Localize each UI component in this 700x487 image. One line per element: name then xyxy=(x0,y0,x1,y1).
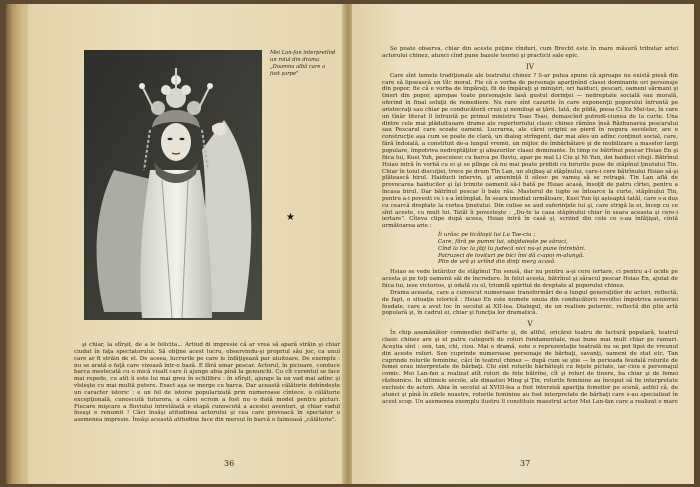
paragraph: În chip asemănător commediei dell'arte şi, de altfel, oricărei teatru de factură populară, teatrul clasic chinez are şi el patru categorii de roluri fundamentale, mai bune mai mult chiar pe ramuri. Aceştia sînt : sen, tan, chi, ciou. Mai o dramă, este o reprezentaţie teatrală nu se pot lipsi de vreunul din aceste roluri. Sen cuprinde numeroase personaje de bărbaţi, savanţi, oameni de stat etc. Tan cuprinde rolurile feminine, căci în teatrul chinez — după cum se ştie — în perioada feudală rolurile de femei erau interpretate de bărbaţi. Chi sînt rolurile bărbăteşti cu feţele pictate, iar ciou e personajul comic. Mei Lan-fan a realizat atît roluri de fete bătrîne, cît şi roluri de tinere, ba chiar şi de femei războinice. În ultimele secole, ale dinastiei Ming şi Ţin, rolurile feminine au început să fie interpretate exclusiv de actori. Abia în secolul al XVIII-lea a fost interzisă apariţia femeilor pe scenă, astfel că, de atunci şi pînă în zilele noastre, rolurile feminine au fost interpretate de bărbaţi care s-au specializat în acest scop. Un asemenea exemplu ilustru îl constituie maestrul actor Mei Lan-fan care a realizat o mare xyxy=(382,330,678,405)
page-number-right: 37 xyxy=(520,459,531,468)
verse-line: Îi urăsc pe ticăloşii lui Lu Tse-ciu ; xyxy=(438,232,536,239)
right-page xyxy=(352,4,694,484)
paragraph: Care sînt temele tradiţionale ale teatrului chinez ? S-ar putea spune că aproape nu există piesă din care să lipsească un tîlc moral. Fie că e vorba de personaje aparţinînd clasei dominante ori personaje din popor, fie că e vorba de împăraţi, fii de împăraţi şi miniştri, ori haiduci, pescari, oameni sărmani şi tineri din popor, apropae toate personajele lasă gustul dorinţei — nedreptate socială sau morală, oferind în final soluţii de remediere. Nu rare sînt cazurile în care exponenţii poporului înfruntă pe aristocraţi sau chiar pe conducătorii cruzi şi nemiloşi ai ţării. Iată, de pildă, piesa Ci Xu Mei-tse, în care un tînăr literat îl înfruntă pe primul ministru Tsao Tsao, demascînd putredi-ciunea de la curte. Una dintre cele mai plăduituoare drame ale repertoriului clasic chinez rămîne însă Răzbunarea pescarului sau Pescarul care scoate oameni. Lucrarea, ale cărei origini se pierd în negura secolelor, are o construcţie aşa cum se poate de clară, un dialog strîngent, dar mai ales un adînc conţinut social, care, fără îndoială, a constituit de-a lungul vremii, un mijloc de îmbărbătare şi de mobilizare a maselor largi populare, împotriva nedreptăţilor şi abuzurilor clasei dominante. În timp ce bătrînul pescar Hsiao En şi fiica lui, Kuei Yuh, pescuiesc cu barca pe fluviu, apar pe mal Li Ciu şi Ni Yun, doi haiduci viteji. Bătrînul Hsiao intră în vorbă cu ei şi se plînge că nu mai poate prididi cu birurile puse de stăpînul ţinutului Tin. Chiar în toiul discuţiei, trece pe drum Tin Lan, un slujbaş al stăpînului, care-i cere bătrînului Hsiao să-şi plătească birul. Haiducii intervin, şi amenință îi silesc pe vameş să se retragă. Tin Lan află de provocarea haiducilor şi îşi trimite oamenii să-l bată pe Hsiao acasă, însoţit de patru cîrtei, pentru a încasa birul. Dar bătrînul pescar îi bate rău. Masterul de lupte se întoarce la curte, stăpînului Tin, pentru a-i povesti ce i s-a întîmplat. În seara imediat următoare, Kuei Yun îşi așteaptă tatăl, care s-a dus cu cearcă dreptate la curtea ţinutului. Din culise se aud suferinţele lui şi, care strigă la ei, încep cu ce sînt aceste, cu mult lui. Tatăl îi povesteşte : „Du-te la casa stăpînului chiar în seara aceasta şi cere-i iertare". Cîteva clipe după aceea, Hsiao intră în casă şi, scriind din cele ce s-au înfăţişat, cîntă următoarea arie : xyxy=(382,72,678,230)
verse-line: Cînd la loc la jăţi lu judecă nici nu-şi pune întrebări. xyxy=(438,245,586,252)
section-heading-v: V xyxy=(527,320,533,329)
verse-line: Care, fără pe pumni lui, obijduiește pe săraci, xyxy=(438,238,568,245)
paragraph: Drama aceasta, care a cunoscut numeroase transformări de-a lungul generaţiilor de actori, reflectă, de fapt, o situaţie istorică : Hsiao En este numele unuia din conducătorii revoltei împotriva senioriei feudale, care a avut loc în secolul al XII-lea. Dialogul, de un realism puternic, reflectă din plin artă populară şi, în cadrul ei, chiar şi funcţia lor dramatică. xyxy=(382,289,678,317)
verse-line: Patruzeci de lovituri pe bici îmi dă c-apoi m-alungă. xyxy=(438,252,585,259)
actor-illustration xyxy=(84,50,262,320)
photo-caption: Mei Lan-fan interpretînd un rolul din drama „Doamna albă care a fost şarpe" xyxy=(270,50,336,77)
book-spread xyxy=(6,4,694,484)
paragraph: Hsiao se vede întăritor de stăpînul Tin sensă, dar nu pentru a-şi cere iertare, ci pentru a-l ucide pe acesta şi pe toţi oamenii săi de încredere. În felul acesta, bătrînul şi săracul pescar Hsiao En, ajutat de fiica lui, iese victorios, şi odată cu el, triumfă spiritul de dreptate al poporului chinez. xyxy=(382,269,678,289)
book-cover-edge xyxy=(6,4,28,484)
right-body-text xyxy=(382,46,678,406)
left-body-text xyxy=(74,342,340,424)
paragraph: Se poate observa, chiar din aceste puţine rînduri, cum Brecht este în mare măsură tributar artei actorului chinez, atunci cînd pune bazele teoriei şi practicii sale epic. xyxy=(382,46,678,59)
actor-photo xyxy=(84,50,262,320)
page-number-left: 36 xyxy=(224,459,235,468)
star-ornament: ★ xyxy=(286,212,295,223)
left-page xyxy=(28,4,346,484)
verse-block xyxy=(382,232,678,266)
section-heading-iv: IV xyxy=(526,62,534,71)
paragraph: şi chiar, la sfîrşit, de a le felicita... Artiud di impresie că ar vrea să apară străin şi chiar ciudat în faţa spectatorului. Să obţine acest lucru, observindu-şi propriul său joc, ca unul care ar fi străin de el. De aceea, lucrurile pe care le înfăţişează par uluitoare. De exemplu : nu se arată o faţă care vizează într-o bază. E fără umar pescar. Actorul, în picioare, conduce barca mestecată cu o mică visalt care îi ajunge abia pînă la genunchi. Cu cît curentul se face mai repede, cu atît îi este lui mai greu în echilibru : în sfîrşit, ajunge la un vad mai adînc şi vîsleşte cu mai multă putere. Exact aşa se merge cu barca. Dar această călătorie dobîndește un caracter istoric : e un fel de istorie popularizată prin numeroase cîntece, o călătorie excepţională, cunoscută tuturora, a cărei ecroin a fost nu o dată model pentru picturi. Fiecare mişcare a fluviului întretăiată e etapă cunoscută a acestei aventuri, şi chiar vadul însuşi e renumit ! Căci însăşi atitudinea actorului şi cea care provoacă în spectator o asemenea impresie. Însăşi această atitudine face din mersul în barcă o faimoasă „călătorie". xyxy=(74,342,340,424)
verse-line: Plin de ură şi urlînd din dinţi merg acasă. xyxy=(438,259,556,266)
